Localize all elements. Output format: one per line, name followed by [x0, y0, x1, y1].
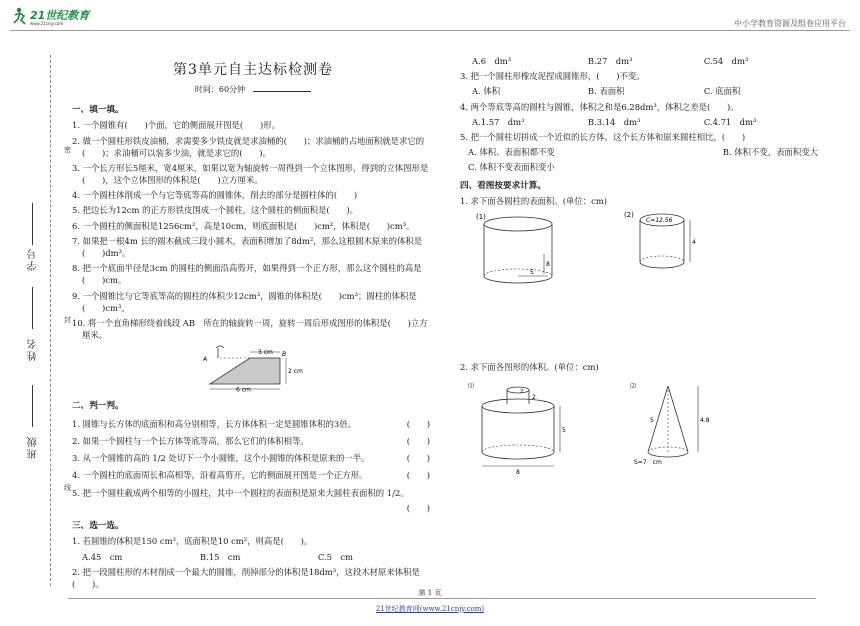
- time-label: 时间：60分钟: [194, 85, 246, 95]
- footer-rule: [68, 598, 816, 599]
- cone-figure: [628, 380, 718, 480]
- fig3-label: ⑴: [468, 383, 475, 391]
- cylinder-figure-2: [622, 208, 702, 282]
- calc-q2-figures: [460, 380, 818, 490]
- runner-icon: [14, 8, 25, 24]
- judge-q5-answer[interactable]: ( ): [406, 502, 430, 513]
- fig3-small-radius: 2: [520, 389, 524, 396]
- choice-q3: 3. 把一个圆柱形橡皮泥捏成圆锥形，( )不变。: [460, 71, 645, 82]
- choice-q5: 5. 把一个圆柱切拼成一个近似的长方体，这个长方体和原来圆柱相比，( ): [460, 131, 746, 142]
- fig4-base-area: S=7 cm: [634, 459, 662, 467]
- left-column: [72, 40, 434, 593]
- trapezoid-height-label: 2 cm: [288, 368, 303, 376]
- fill-q5: 5. 把边长为12cm 的正方形铁皮围成一个圆柱，这个圆柱的侧面积是( )。: [72, 205, 359, 216]
- choice-q4-options: [460, 116, 818, 128]
- choice-q5-opt-a[interactable]: A. 体积、表面积都不变: [468, 147, 555, 158]
- trapezoid-bottom-label: 6 cm: [236, 386, 251, 393]
- fig3-big-height: 5: [562, 427, 566, 435]
- stacked-cylinders-figure: [466, 380, 576, 476]
- fill-q10: 10. 将一个直角梯形绕着线段 AB 所在的轴旋转一周，旋转一周后形成图形的体积是( )立方厘米。: [72, 317, 428, 341]
- name-label: 姓名: [28, 337, 39, 361]
- section-judge-heading: 二、判一判。: [72, 401, 124, 412]
- choice-q4-opt-a[interactable]: A.1.57 dm³: [472, 116, 525, 127]
- fig4-slant: 5: [650, 417, 654, 425]
- footer-page-number: 第 1 页: [418, 589, 442, 597]
- class-blank[interactable]: [32, 385, 33, 427]
- fill-q2: 2. 做一个圆柱形铁皮油桶，求需要多少铁皮就是求油桶的( )；求油桶的占地面积就是求它的( )；求油桶可以装多少油，就是求它的( )。: [72, 135, 425, 158]
- calc-q1-figures: [460, 210, 818, 380]
- choice-q5-options-row2: [460, 161, 818, 173]
- choice-q4-opt-b[interactable]: B.3.14 dm³: [587, 116, 641, 127]
- fig3-big-width: 8: [516, 469, 520, 477]
- fig4-height: 4.8: [700, 417, 710, 425]
- section-fill-heading: 一、填一填。: [72, 104, 124, 115]
- choice-q2-opt-b[interactable]: B.27 dm³: [587, 56, 633, 66]
- choice-q1-options: [72, 551, 434, 563]
- judge-q2-answer[interactable]: ( ): [406, 435, 430, 446]
- choice-q5-opt-c[interactable]: C. 体积不变表面积变小: [468, 162, 555, 173]
- judge-q4: [72, 469, 434, 481]
- choice-q3-opt-c[interactable]: C. 底面积: [703, 86, 741, 97]
- judge-q1: [72, 418, 434, 430]
- time-line: [72, 84, 434, 96]
- header-platform-text: 中小学教育资源及组卷应用平台: [734, 19, 846, 28]
- binding-strip: [24, 55, 71, 585]
- cylinder-figure-1: [472, 210, 562, 290]
- section-choice-heading: 三、选一选。: [72, 520, 124, 531]
- choice-q1-opt-a[interactable]: A.45 cm: [82, 551, 123, 562]
- logo-21cnjy: [12, 6, 132, 26]
- fig1-height: 8: [546, 261, 550, 269]
- header-rule: [10, 30, 850, 31]
- choice-q2: 2. 把一段圆柱形的木材削成一个最大的圆锥，削掉部分的体积是18dm³，这段木材原来体积是( )。: [72, 566, 420, 589]
- fig1-radius: 5: [530, 269, 534, 277]
- footer-link[interactable]: 21世纪教育网(www.21cnjy.com): [375, 605, 485, 613]
- choice-q1: 1. 若圆锥的体积是150 cm³，底面积是10 cm²，则高是( )。: [72, 536, 313, 547]
- choice-q5-options-row1: [460, 146, 818, 158]
- judge-q1-text: 1. 圆锥与长方体的底面积和高分别相等，长方体体积一定是圆锥体积的3倍。: [72, 418, 356, 429]
- judge-q3: [72, 452, 434, 464]
- seal-mi: 密: [64, 146, 71, 154]
- seal-feng: 封: [64, 316, 71, 324]
- choice-q1-opt-c[interactable]: C.5 cm: [317, 551, 353, 562]
- fill-q9: 9. 一个圆锥比与它等底等高的圆柱的体积少12cm³，圆锥的体积是( )cm³；圆柱的体积是( )cm³。: [72, 290, 417, 313]
- choice-q4: 4. 两个等底等高的圆柱与圆锥，体积之和是6.28dm³，体积之差是( )。: [460, 101, 739, 112]
- judge-q3-text: 3. 从一个圆锥的高的 1/2 处切下一个小圆锥，这个小圆锥的体积是原来的一半。: [72, 453, 370, 464]
- calc-q2: 2. 求下面各图形的体积。(单位：cm): [460, 362, 599, 373]
- choice-q4-opt-c[interactable]: C.4.71 dm³: [703, 116, 757, 127]
- choice-q1-opt-b[interactable]: B.15 cm: [199, 551, 241, 562]
- fig2-circumference: C=12.56: [646, 217, 673, 225]
- judge-q4-text: 4. 一个圆柱的底面周长和高相等，沿着高剪开，它的侧面展开图是一个正方形。: [72, 470, 368, 481]
- judge-q3-answer[interactable]: ( ): [406, 453, 430, 464]
- fig3-small-height: 2: [532, 394, 536, 402]
- section-calc-heading: 四、看图按要求计算。: [460, 180, 546, 191]
- right-column: [460, 54, 818, 490]
- class-label: 班级: [28, 435, 39, 459]
- exam-title: 第3单元自主达标检测卷: [173, 62, 333, 78]
- choice-q3-options: [460, 85, 818, 97]
- judge-q2-text: 2. 如果一个圆柱与一个长方体等底等高，那么它们的体积相等。: [72, 435, 309, 446]
- trapezoid-top-label: 3 cm: [258, 349, 273, 357]
- trapezoid-figure: [200, 344, 310, 392]
- calc-q1: 1. 求下面各圆柱的表面积。(单位：cm): [460, 195, 608, 206]
- judge-q2: [72, 435, 434, 447]
- logo-text: 21世纪教育: [30, 9, 90, 22]
- fig2-label: (2): [624, 211, 634, 220]
- student-id-blank[interactable]: [32, 203, 33, 245]
- choice-q3-opt-b[interactable]: B. 表面积: [587, 86, 625, 97]
- fill-q3: 3. 一个长方形长5厘米，宽4厘米，如果以宽为轴旋转一周得到一个立体图形，得到的立体图形是( )，这个立体图形的体积是( )立方厘米。: [72, 162, 429, 186]
- choice-q5-opt-b[interactable]: B. 体积不变，表面积变大: [722, 147, 818, 158]
- student-id-label: 学号: [28, 247, 39, 271]
- seal-xian: 线: [64, 484, 71, 492]
- choice-q3-opt-a[interactable]: A. 体积: [472, 86, 501, 97]
- trapezoid-label-a: A: [203, 356, 208, 364]
- judge-q1-answer[interactable]: ( ): [406, 418, 430, 429]
- name-blank[interactable]: [32, 287, 33, 329]
- fig2-height: 4: [692, 239, 696, 247]
- fill-q6: 6. 一个圆柱的侧面积是1256cm²，高是10cm，则底面积是( )cm²，体积是( )cm³。: [72, 220, 415, 231]
- trapezoid-label-b: B: [282, 351, 287, 359]
- judge-q5-text: 5. 把一个圆柱截成两个相等的小圆柱，其中一个圆柱的表面积是原来大圆柱表面积的 1/2。: [72, 487, 409, 498]
- fill-q7: 7. 如果把一根4m 长的圆木截成三段小圆木，表面积增加了8dm²，那么这根圆木原来的体积是( )dm³。: [72, 235, 423, 259]
- fill-q8: 8. 把一个底面半径是3cm 的圆柱的侧面沿高剪开，如果得到一个正方形，那么这个圆柱的高是( )cm。: [72, 263, 422, 286]
- fill-q4: 4. 一个圆柱体削成一个与它等底等高的圆锥体，削去的部分是圆柱体的( ): [72, 190, 358, 201]
- fig4-label: ⑵: [630, 383, 637, 391]
- fill-q1: 1. 一个圆锥有( )个面，它的侧面展开图是( )形。: [72, 120, 280, 131]
- choice-q2-opt-c[interactable]: C.54 dm³: [703, 56, 749, 66]
- choice-q2-options: [460, 55, 818, 67]
- fig1-label: (1): [476, 213, 486, 222]
- judge-q4-answer[interactable]: ( ): [406, 470, 430, 481]
- logo-sub: www.21cnjy.com: [30, 21, 64, 26]
- choice-q2-opt-a[interactable]: A.6 dm³: [472, 56, 512, 66]
- time-blank[interactable]: [253, 84, 311, 92]
